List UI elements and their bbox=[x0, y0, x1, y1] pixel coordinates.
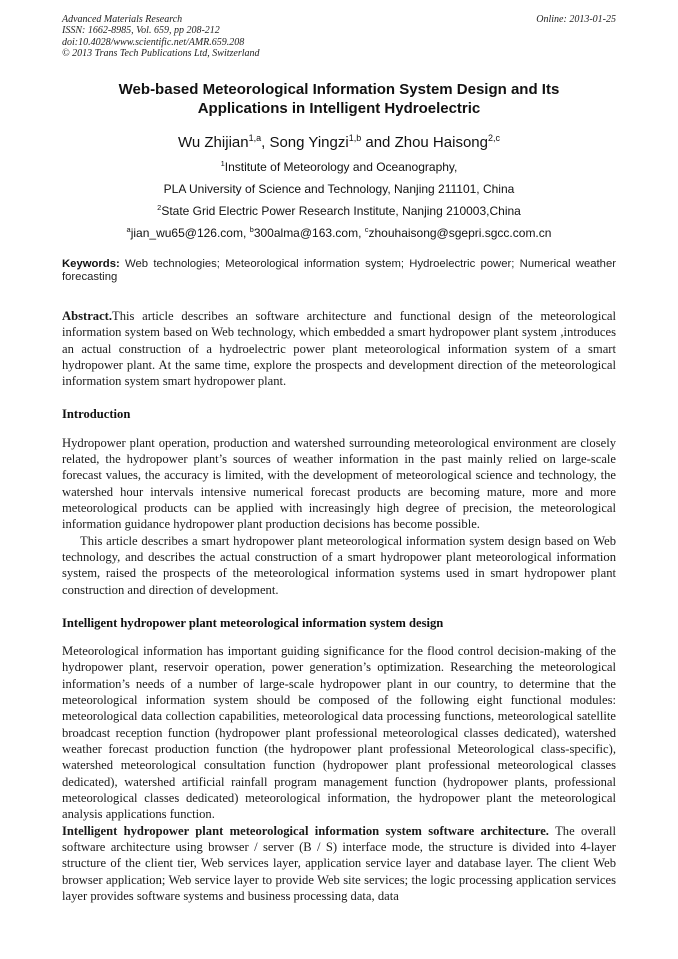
paper-title bbox=[62, 80, 616, 118]
email-address: zhouhaisong@sgepri.sgcc.com.cn bbox=[368, 226, 552, 240]
keywords-text: Web technologies; Meteorological information system; Hydroelectric power; Numerical weather forecasting bbox=[62, 258, 616, 284]
affiliation-marker: 1 bbox=[220, 159, 225, 168]
email-line bbox=[62, 222, 616, 244]
affiliation-line: $^2$State Grid Electric Power Research Institute, Nanjing 210003,China bbox=[157, 203, 521, 218]
author-superscript: 1,a bbox=[248, 133, 262, 143]
journal-header bbox=[62, 14, 616, 60]
keywords bbox=[62, 258, 616, 284]
subsection-heading-architecture: Intelligent hydropower plant meteorological information system software architecture. bbox=[62, 823, 549, 838]
journal-name: Advanced Materials Research bbox=[62, 14, 183, 25]
online-date: Online: 2013-01-25 bbox=[536, 14, 616, 25]
section-heading-introduction: Introduction bbox=[62, 407, 131, 422]
architecture-text: The overall software architecture using browser / server (B / S) interface mode, the structure is divided into 4-layer structure of the client tier, Web services layer, application service layer and database layer. The client Web browser application; Web service layer to provide Web site services; the logic processing application services layer provides software systems and business processing data, data bbox=[62, 823, 616, 903]
title-line-1: Web-based Meteorological Information System Design and Its bbox=[118, 81, 560, 98]
design-paragraph-2 bbox=[62, 823, 616, 905]
issn-line: ISSN: 1662-8985, Vol. 659, pp 208-212 bbox=[62, 25, 220, 37]
author-name: Zhou Haisong bbox=[394, 134, 488, 151]
intro-paragraph-1: Hydropower plant operation, production and watershed surrounding meteorological environment are closely related, the hydropower plant’s sources of weather information in the past mainly relied on large-scale forecast values, the accuracy is limited, with the development of meteorological science and technology, the watershed hour intervals intensive numerical forecast products are becoming mature, more and more meteorological products can be applied with increasingly high degree of precision, the meteorological information guidance hydropower plant production decisions has become possible. bbox=[62, 435, 616, 532]
author-name: Song Yingzi bbox=[269, 134, 349, 151]
author-name: Wu Zhijian bbox=[178, 134, 249, 151]
affiliation-marker: 2 bbox=[157, 203, 162, 212]
email-address: jian_wu65@126.com, bbox=[130, 226, 247, 240]
author-list: Wu Zhijian$^{1,a}$, Song Yingzi$^{1,b}$ and Zhou Haisong$^{2,c}$ bbox=[178, 133, 500, 151]
email-marker: c bbox=[364, 225, 369, 234]
abstract-label: Abstract. bbox=[62, 309, 113, 323]
author-superscript: 2,c bbox=[487, 133, 500, 143]
keywords-label: Keywords: bbox=[62, 258, 120, 270]
design-paragraph-1: Meteorological information has important guiding significance for the flood control decision-making of the hydropower plant, reservoir operation, power generation’s optimization. Researching the meteorological information’s needs of a number of large-scale hydropower plant in our country, to determine that the meteorological information system should be composed of the following eight functional modules: meteorological data collection capabilities, meteorological data processing functions, meteorological satellite broadcast reception function (hydropower plant professional meteorological classes dedicated), watershed weather forecast production function (the hydropower plant professional Meteorological class-specific), watershed meteorological consultation function (hydropower plant professional meteorological classes dedicated), watershed artificial rainfall program management function (hydropower plants, professional meteorological classes dedicated) meteorological information, the hydropower plant the meteorological analysis applications function. bbox=[62, 643, 616, 822]
author-superscript: 1,b bbox=[348, 133, 362, 143]
intro-paragraph-2: This article describes a smart hydropower plant meteorological information system design based on Web technology, and describes the actual construction of a smart hydropower plant meteorological information system, raised the prospects of the meteorological information systems used in smart hydropower plant construction and direction of development. bbox=[62, 533, 616, 597]
email-marker: a bbox=[126, 225, 131, 234]
section-heading-system-design: Intelligent hydropower plant meteorological information system design bbox=[62, 615, 444, 630]
copyright-line: © 2013 Trans Tech Publications Ltd, Switzerland bbox=[62, 48, 260, 60]
affiliation-line: $^1$Institute of Meteorology and Oceanography, bbox=[220, 159, 458, 174]
abstract bbox=[62, 308, 616, 390]
affiliations bbox=[62, 156, 616, 244]
paper-body bbox=[62, 308, 616, 904]
email-marker: b bbox=[249, 225, 254, 234]
email-address: 300alma@163.com, bbox=[253, 226, 362, 240]
title-line-2: Applications in Intelligent Hydroelectric bbox=[197, 100, 481, 117]
abstract-text: This article describes an software architecture and functional design of the meteorological information system based on Web technology, which embedded a smart hydropower plant system ,introduces an actual construction of a hydroelectric power plant meteorological information system of a smart hydropower plant. At the same time, explore the prospects and development direction of the meteorological information system smart hydropower plant. bbox=[62, 309, 616, 389]
doi-line: doi:10.4028/www.scientific.net/AMR.659.208 bbox=[62, 36, 245, 48]
affiliation-line: PLA University of Science and Technology, Nanjing 211101, China bbox=[163, 182, 515, 196]
